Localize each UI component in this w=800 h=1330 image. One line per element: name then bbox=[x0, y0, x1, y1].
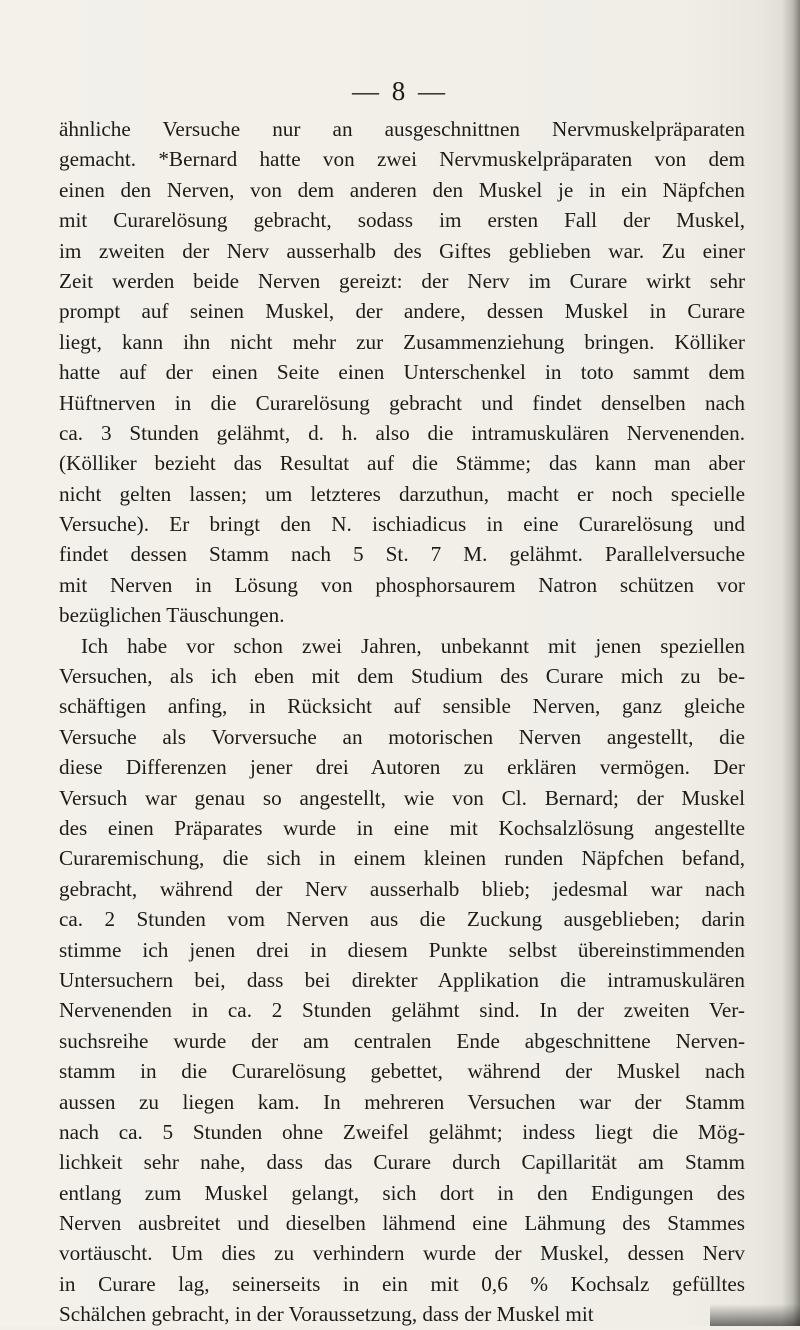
page-corner-shadow bbox=[710, 1304, 800, 1326]
text-line: Zeit werden beide Nerven gereizt: der Nerv im Curare wirkt sehr bbox=[59, 268, 745, 293]
text-line: vortäuscht. Um dies zu verhindern wurde der Muskel, dessen Nerv bbox=[59, 1241, 745, 1266]
text-line: Curaremischung, die sich in einem kleinen runden Näpfchen befand, bbox=[59, 846, 745, 871]
text-line: des einen Präparates wurde in eine mit Kochsalzlösung angestellte bbox=[59, 815, 745, 840]
text-line: Nerven ausbreitet und dieselben lähmend eine Lähmung des Stammes bbox=[59, 1211, 745, 1236]
text-line: lichkeit sehr nahe, dass das Curare durch Capillarität am Stamm bbox=[59, 1150, 745, 1175]
text-line: entlang zum Muskel gelangt, sich dort in den Endigungen des bbox=[59, 1180, 745, 1205]
body-text bbox=[59, 114, 745, 1330]
text-line: ähnliche Versuche nur an ausgeschnittnen Nervmuskelpräparaten bbox=[59, 117, 745, 141]
text-line: ca. 2 Stunden vom Nerven aus die Zuckung ausgeblieben; darin bbox=[59, 907, 745, 932]
text-line: nach ca. 5 Stunden ohne Zweifel gelähmt; indess liegt die Mög- bbox=[59, 1119, 745, 1144]
paragraph-1 bbox=[59, 114, 745, 631]
text-line: gebracht, während der Nerv ausserhalb blieb; jedesmal war nach bbox=[59, 876, 745, 901]
page-edge-shadow bbox=[782, 0, 800, 1326]
text-line: gemacht. *Bernard hatte von zwei Nervmuskelpräparaten von dem bbox=[59, 147, 745, 172]
text-line: (Kölliker bezieht das Resultat auf die Stämme; das kann man aber bbox=[59, 451, 745, 476]
text-line: schäftigen anfing, in Rücksicht auf sensible Nerven, ganz gleiche bbox=[59, 694, 745, 719]
text-line: hatte auf der einen Seite einen Unterschenkel in toto sammt dem bbox=[59, 360, 745, 385]
text-line: diese Differenzen jener drei Autoren zu erklären vermögen. Der bbox=[59, 755, 745, 780]
text-line: einen den Nerven, von dem anderen den Muskel je in ein Näpfchen bbox=[59, 177, 745, 202]
text-line: Schälchen gebracht, in der Voraussetzung, dass der Muskel mit bbox=[59, 1302, 594, 1327]
text-line: Hüftnerven in die Curarelösung gebracht und findet denselben nach bbox=[59, 390, 745, 415]
text-line: stamm in die Curarelösung gebettet, während der Muskel nach bbox=[59, 1059, 745, 1084]
text-line: nicht gelten lassen; um letzteres darzuthun, macht er noch specielle bbox=[59, 481, 745, 506]
text-line: prompt auf seinen Muskel, der andere, dessen Muskel in Curare bbox=[59, 299, 745, 324]
text-line: in Curare lag, seinerseits in ein mit 0,6 % Kochsalz gefülltes bbox=[59, 1271, 745, 1296]
text-line: Ich habe vor schon zwei Jahren, unbekannt mit jenen speziellen bbox=[81, 633, 745, 658]
text-line: stimme ich jenen drei in diesem Punkte selbst übereinstimmenden bbox=[59, 937, 745, 962]
text-line: findet dessen Stamm nach 5 St. 7 M. gelähmt. Parallelversuche bbox=[59, 542, 745, 567]
text-line: mit Nerven in Lösung von phosphorsaurem Natron schützen vor bbox=[59, 572, 745, 597]
text-line: ca. 3 Stunden gelähmt, d. h. also die intramuskulären Nervenenden. bbox=[59, 420, 745, 445]
text-line: aussen zu liegen kam. In mehreren Versuchen war der Stamm bbox=[59, 1089, 745, 1114]
text-line: Versuch war genau so angestellt, wie von Cl. Bernard; der Muskel bbox=[59, 785, 745, 810]
text-line: Versuchen, als ich eben mit dem Studium des Curare mich zu be- bbox=[59, 664, 745, 689]
text-line: Versuche als Vorversuche an motorischen Nerven angestellt, die bbox=[59, 724, 745, 749]
text-line: mit Curarelösung gebracht, sodass im ersten Fall der Muskel, bbox=[59, 208, 745, 233]
page-number: — 8 — bbox=[352, 76, 448, 106]
text-line: Untersuchern bei, dass bei direkter Applikation die intramuskulären bbox=[59, 967, 745, 992]
text-line: liegt, kann ihn nicht mehr zur Zusammenziehung bringen. Kölliker bbox=[59, 329, 745, 354]
text-line: Versuche). Er bringt den N. ischiadicus in eine Curarelösung und bbox=[59, 512, 745, 537]
text-line: im zweiten der Nerv ausserhalb des Giftes geblieben war. Zu einer bbox=[59, 238, 745, 263]
paragraph-2 bbox=[59, 631, 745, 1330]
text-line: Nervenenden in ca. 2 Stunden gelähmt sind. In der zweiten Ver- bbox=[59, 998, 745, 1023]
text-line: bezüglichen Täuschungen. bbox=[59, 603, 285, 628]
text-line: suchsreihe wurde der am centralen Ende abgeschnittene Nerven- bbox=[59, 1028, 745, 1053]
